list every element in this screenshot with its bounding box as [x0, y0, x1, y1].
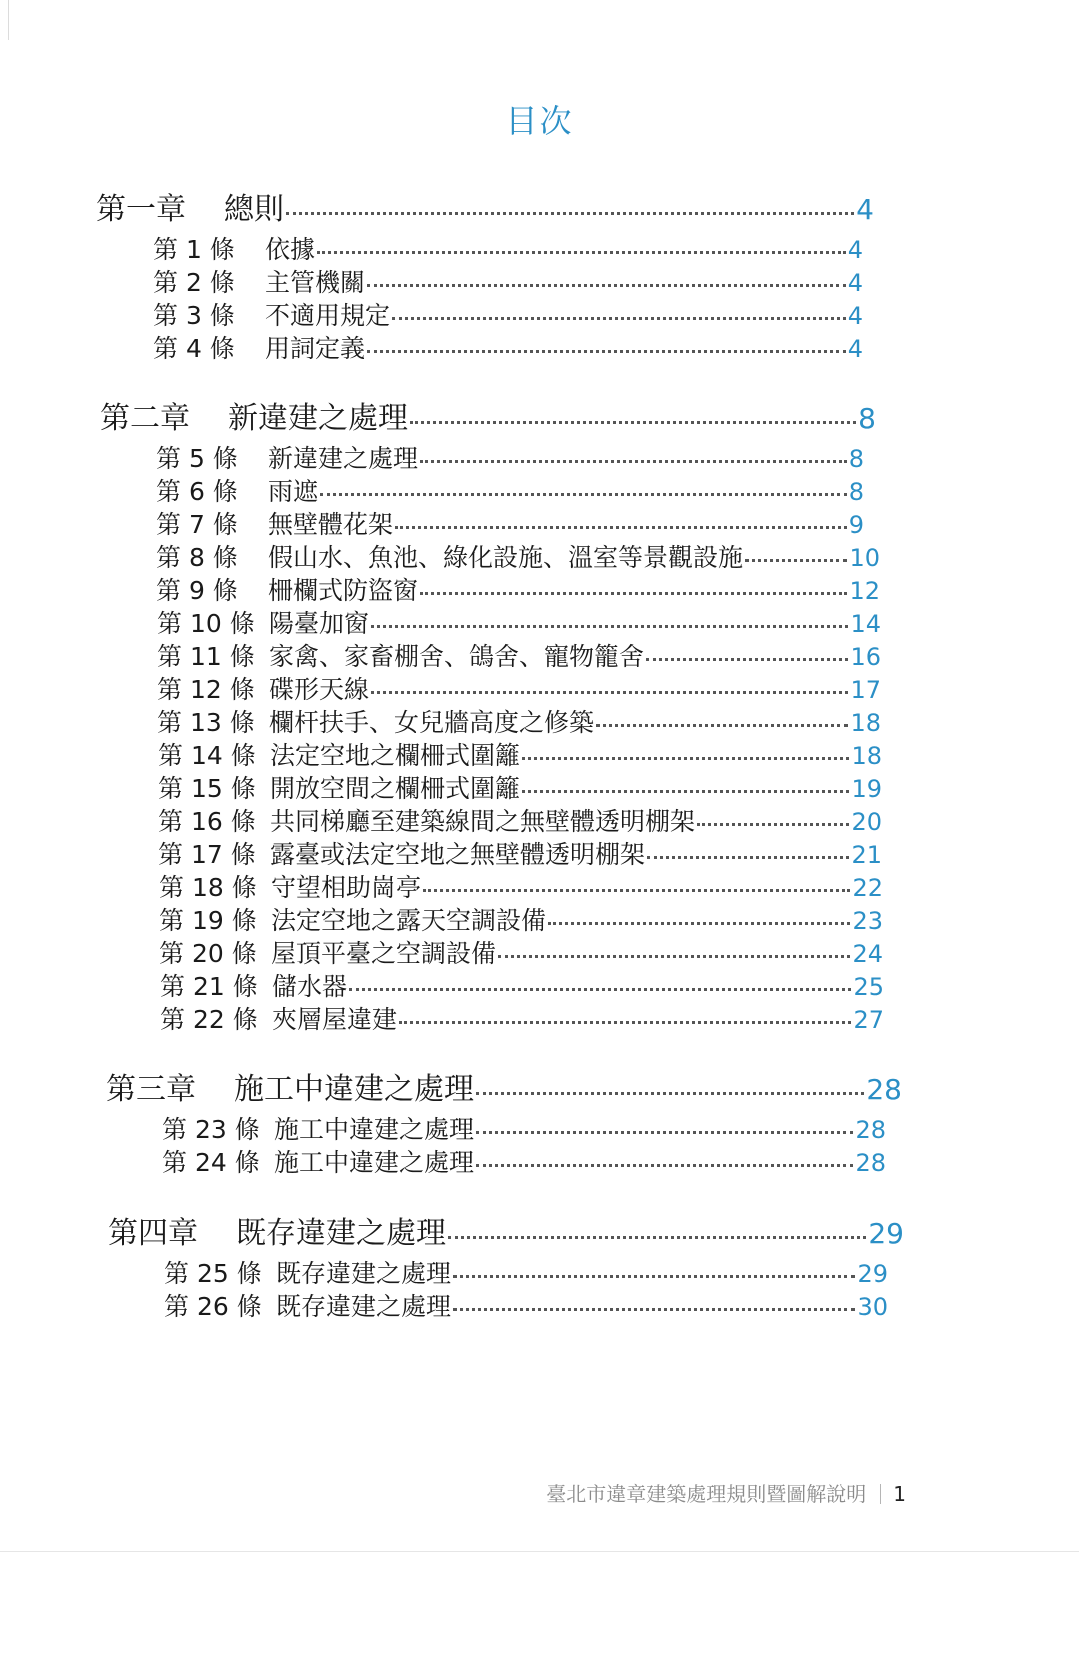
article-number: 第 15 條 — [158, 774, 256, 803]
article-number: 第 16 條 — [158, 807, 256, 836]
article-number: 第 9 條 — [156, 576, 238, 605]
article-title: 儲水器 — [272, 972, 348, 1001]
article-page: 23 — [852, 907, 883, 935]
chapter-row[interactable] — [100, 393, 876, 436]
article-page: 10 — [849, 544, 880, 572]
leader-dots — [317, 226, 846, 254]
leader-dots — [399, 996, 851, 1024]
leader-dots — [745, 534, 847, 562]
leader-dots — [453, 1250, 855, 1278]
chapter-number: 第一章 — [96, 192, 186, 227]
leader-dots — [371, 666, 848, 694]
article-title: 新違建之處理 — [268, 444, 419, 473]
chapter-number: 第二章 — [100, 401, 190, 436]
article-number: 第 4 條 — [153, 334, 235, 363]
article-title: 陽臺加窗 — [269, 609, 370, 638]
leader-dots — [453, 1283, 855, 1311]
article-title: 不適用規定 — [265, 301, 391, 330]
article-page: 27 — [853, 1006, 884, 1034]
chapter-row[interactable] — [106, 1064, 902, 1107]
article-title: 假山水、魚池、綠化設施、溫室等景觀設施 — [268, 543, 744, 572]
article-title: 共同梯廳至建築線間之無壁體透明棚架 — [270, 807, 696, 836]
article-title: 施工中違建之處理 — [274, 1148, 475, 1177]
article-page: 18 — [850, 709, 881, 737]
chapter-page: 28 — [866, 1073, 902, 1106]
article-title: 柵欄式防盜窗 — [268, 576, 419, 605]
leader-dots — [367, 259, 846, 287]
page-footer — [0, 1478, 906, 1507]
article-page: 20 — [851, 808, 882, 836]
chapter-title: 施工中違建之處理 — [234, 1072, 474, 1107]
chapter-number: 第三章 — [106, 1072, 196, 1107]
article-page: 4 — [847, 335, 863, 363]
article-page: 18 — [851, 742, 882, 770]
chapter-page: 4 — [856, 193, 874, 226]
chapter-title: 新違建之處理 — [228, 401, 408, 436]
leader-dots — [392, 292, 846, 320]
article-number: 第 25 條 — [164, 1259, 262, 1288]
leader-dots — [395, 501, 847, 529]
article-page: 8 — [848, 445, 864, 473]
leader-dots — [498, 930, 850, 958]
leader-dots — [697, 798, 849, 826]
article-number: 第 2 條 — [153, 268, 235, 297]
article-page: 4 — [847, 236, 863, 264]
article-page: 30 — [857, 1293, 888, 1321]
article-number: 第 23 條 — [162, 1115, 260, 1144]
article-number: 第 11 條 — [157, 642, 255, 671]
article-page: 12 — [849, 577, 880, 605]
article-number: 第 26 條 — [164, 1292, 262, 1321]
article-number: 第 13 條 — [157, 708, 255, 737]
article-title: 碟形天線 — [269, 675, 370, 704]
leader-dots — [548, 897, 850, 925]
page-edge — [8, 0, 9, 40]
article-page: 25 — [853, 973, 884, 1001]
article-number: 第 18 條 — [159, 873, 257, 902]
article-number: 第 8 條 — [156, 543, 238, 572]
article-page: 29 — [857, 1260, 888, 1288]
article-number: 第 24 條 — [162, 1148, 260, 1177]
article-number: 第 12 條 — [157, 675, 255, 704]
article-row[interactable] — [153, 329, 863, 362]
page-number: 1 — [893, 1482, 906, 1506]
article-number: 第 6 條 — [156, 477, 238, 506]
page-title: 目次 — [505, 102, 574, 140]
article-page: 21 — [851, 841, 882, 869]
leader-dots — [476, 1062, 864, 1095]
leader-dots — [423, 864, 850, 892]
article-page: 8 — [848, 478, 864, 506]
leader-dots — [522, 732, 849, 760]
leader-dots — [349, 963, 851, 991]
article-title: 法定空地之欄柵式圍籬 — [270, 741, 521, 770]
article-title: 法定空地之露天空調設備 — [271, 906, 547, 935]
chapter-page: 8 — [858, 402, 876, 435]
article-number: 第 17 條 — [158, 840, 256, 869]
article-title: 欄杆扶手、女兒牆高度之修築 — [269, 708, 595, 737]
chapter-title: 總則 — [224, 192, 284, 227]
leader-dots — [320, 468, 847, 496]
article-page: 9 — [848, 511, 864, 539]
article-number: 第 19 條 — [159, 906, 257, 935]
article-page: 17 — [850, 676, 881, 704]
article-page: 22 — [852, 874, 883, 902]
article-page: 19 — [851, 775, 882, 803]
chapter-page: 29 — [868, 1217, 904, 1250]
article-title: 屋頂平臺之空調設備 — [271, 939, 497, 968]
leader-dots — [448, 1206, 866, 1239]
article-number: 第 14 條 — [158, 741, 256, 770]
leader-dots — [410, 391, 856, 424]
article-row[interactable] — [164, 1287, 888, 1320]
article-title: 開放空間之欄柵式圍籬 — [270, 774, 521, 803]
article-title: 依據 — [265, 235, 316, 264]
article-title: 露臺或法定空地之無壁體透明棚架 — [270, 840, 646, 869]
book-title: 臺北市違章建築處理規則暨圖解說明 — [546, 1482, 867, 1506]
leader-dots — [647, 831, 849, 859]
leader-dots — [420, 435, 847, 463]
article-title: 用詞定義 — [265, 334, 366, 363]
article-title: 既存違建之處理 — [276, 1292, 452, 1321]
leader-dots — [367, 325, 846, 353]
article-title: 施工中違建之處理 — [274, 1115, 475, 1144]
article-title: 雨遮 — [268, 477, 319, 506]
article-title: 守望相助崗亭 — [271, 873, 422, 902]
leader-dots — [476, 1106, 853, 1134]
article-title: 既存違建之處理 — [276, 1259, 452, 1288]
article-page: 28 — [855, 1149, 886, 1177]
article-title: 主管機關 — [265, 268, 366, 297]
article-page: 4 — [847, 269, 863, 297]
article-row[interactable] — [160, 1000, 884, 1033]
chapter-title: 既存違建之處理 — [236, 1216, 446, 1251]
article-number: 第 1 條 — [153, 235, 235, 264]
footer-divider — [880, 1484, 881, 1504]
article-number: 第 20 條 — [159, 939, 257, 968]
article-page: 24 — [852, 940, 883, 968]
article-row[interactable] — [162, 1143, 886, 1176]
article-title: 無壁體花架 — [268, 510, 394, 539]
leader-dots — [476, 1139, 853, 1167]
article-title: 家禽、家畜棚舍、鴿舍、寵物籠舍 — [269, 642, 645, 671]
leader-dots — [371, 600, 848, 628]
article-number: 第 3 條 — [153, 301, 235, 330]
article-number: 第 22 條 — [160, 1005, 258, 1034]
chapter-number: 第四章 — [108, 1216, 198, 1251]
article-page: 16 — [850, 643, 881, 671]
leader-dots — [596, 699, 848, 727]
article-number: 第 7 條 — [156, 510, 238, 539]
article-page: 28 — [855, 1116, 886, 1144]
leader-dots — [286, 182, 854, 215]
article-number: 第 5 條 — [156, 444, 238, 473]
article-page: 14 — [850, 610, 881, 638]
article-number: 第 10 條 — [157, 609, 255, 638]
article-page: 4 — [847, 302, 863, 330]
article-number: 第 21 條 — [160, 972, 258, 1001]
bottom-edge — [0, 1551, 1079, 1552]
chapter-row[interactable] — [96, 184, 874, 227]
leader-dots — [646, 633, 848, 661]
leader-dots — [522, 765, 849, 793]
chapter-row[interactable] — [108, 1208, 904, 1251]
article-title: 夾層屋違建 — [272, 1005, 398, 1034]
leader-dots — [420, 567, 847, 595]
